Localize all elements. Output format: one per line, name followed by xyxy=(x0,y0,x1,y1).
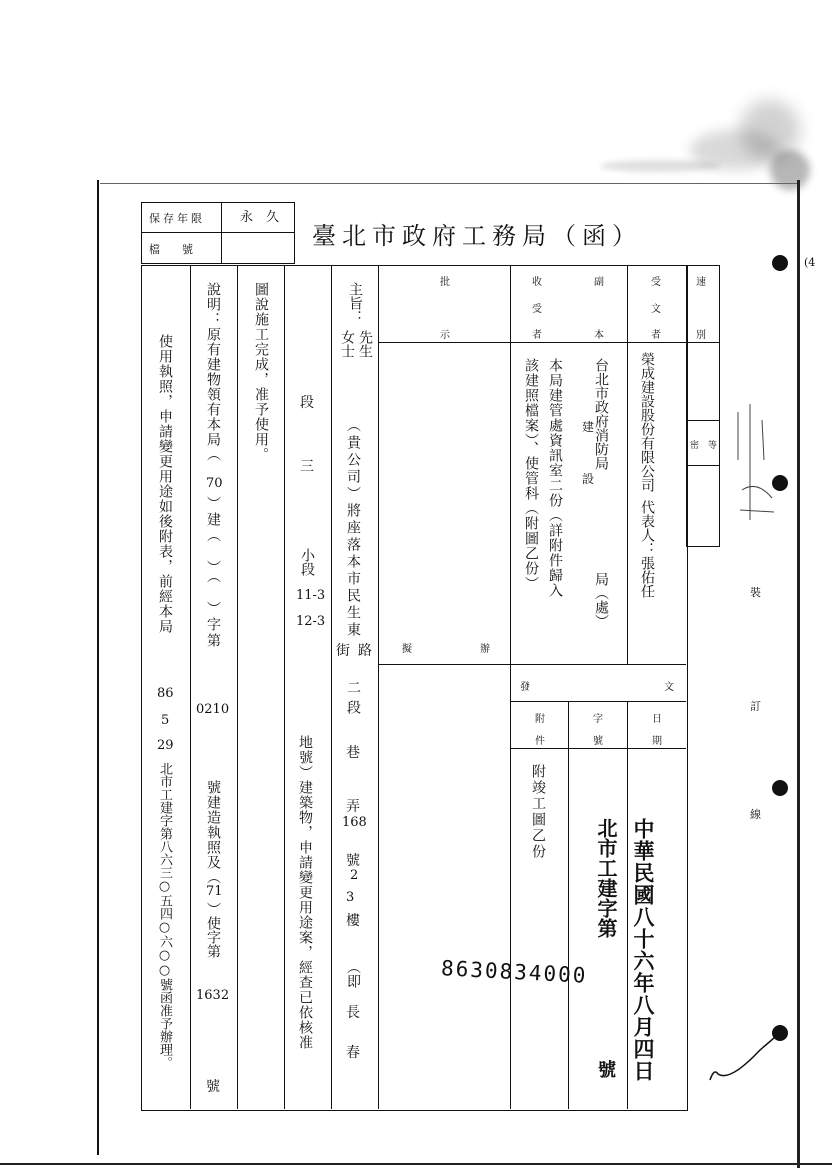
page-title: 臺北市政府工務局（函） xyxy=(312,222,642,250)
bottom-scan-line xyxy=(0,1163,832,1165)
addressee-name: 榮成建設股份有限公司 xyxy=(639,352,655,492)
priority-column xyxy=(686,265,720,547)
margin-xian: 線 xyxy=(750,808,761,821)
usage-permit-line: 使用執照，申請變更用途如後附表，前經本局 xyxy=(157,334,173,634)
margin-ding: 訂 xyxy=(750,700,761,713)
issue-date-stamp: 中華民國八十六年八月四日 xyxy=(631,818,655,1082)
margin-sketch xyxy=(732,400,782,530)
subject-line: （貴公司）將座落本市民生東 xyxy=(345,418,361,639)
document-serial-number: 8630834000 xyxy=(440,956,588,988)
binding-hole xyxy=(772,255,788,271)
cc-usage-section: 該建照檔案）、使管科（附圖乙份） xyxy=(523,358,539,591)
document-number-stamp: 北市工建字第 xyxy=(594,818,618,938)
approval-line: 圖說施工完成，准予使用。 xyxy=(253,282,269,462)
explanation-line: 說明：原有建物領有本局（ xyxy=(205,282,221,462)
reference-letter-line: 北市工建字第八六三○五四○六○○號函准予辦理。 xyxy=(157,762,172,1069)
attachment-text: 附竣工圖乙份 xyxy=(530,764,546,860)
secret-level-label: 密 等 xyxy=(690,441,718,451)
addressee-representative: 代表人：張佑任 xyxy=(639,500,655,598)
cc-info-office: 本局建管處資訊室二份（詳附件歸入 xyxy=(547,358,563,598)
margin-zhuang: 裝 xyxy=(750,586,761,599)
building-lot-line: 地號）建築物，申請變更用途案，經查已依核准 xyxy=(297,735,313,1050)
right-scan-border xyxy=(797,180,800,1168)
file-number-label: 檔 號 xyxy=(149,243,193,256)
retention-label: 保存年限 xyxy=(149,212,205,225)
retention-value: 永 久 xyxy=(240,210,280,225)
top-scan-line xyxy=(100,183,800,184)
left-scan-border xyxy=(97,180,99,1155)
number-suffix-stamp: 號 xyxy=(598,1060,616,1081)
pen-mark xyxy=(700,1030,780,1090)
binding-hole xyxy=(772,780,788,796)
cc-fire-department: 台北市政府消防局 xyxy=(593,358,609,470)
